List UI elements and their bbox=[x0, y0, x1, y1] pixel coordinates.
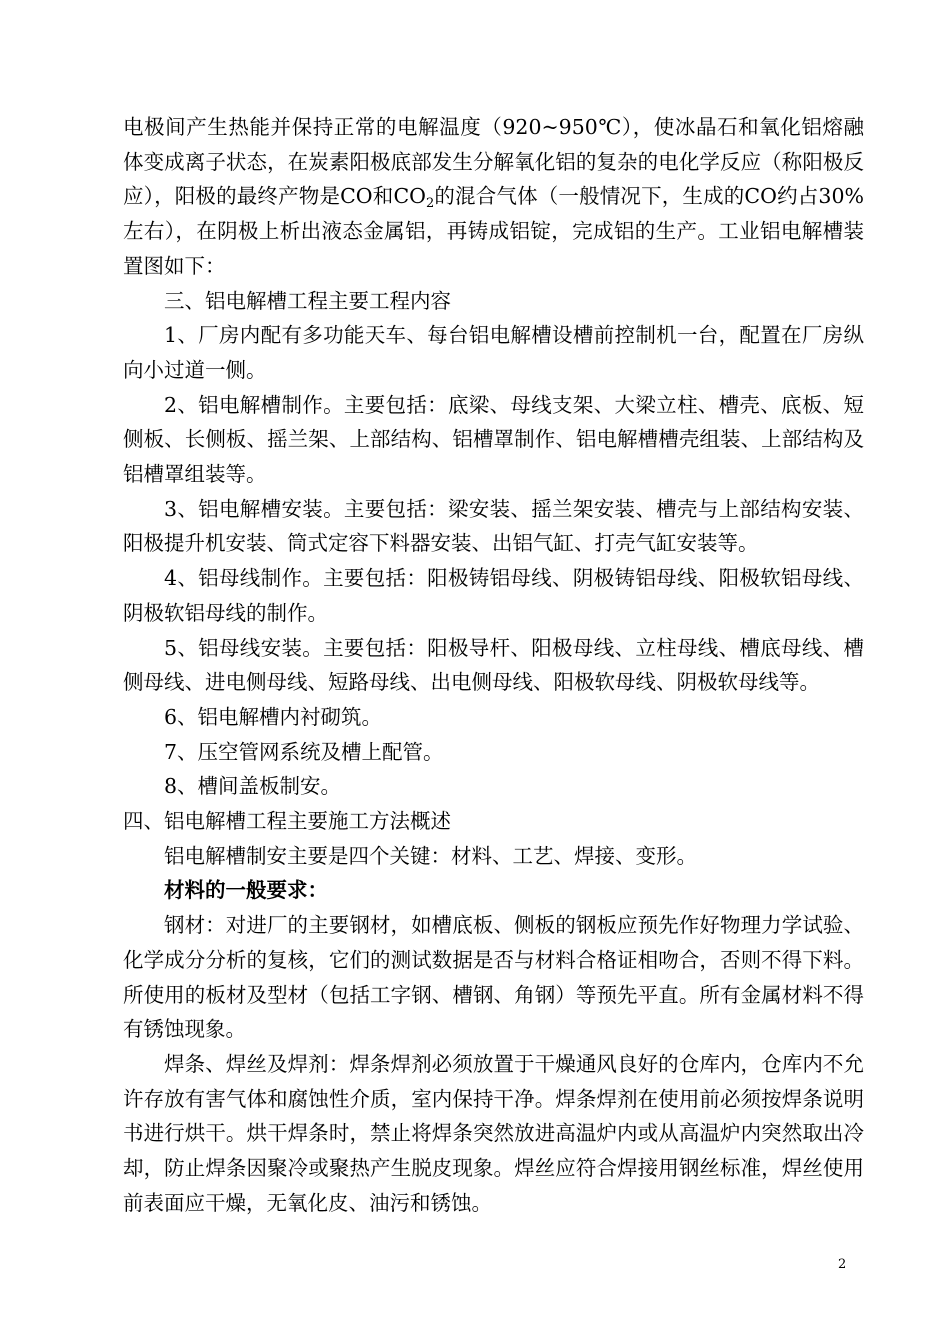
section-heading-3: 三、铝电解槽工程主要工程内容 bbox=[164, 288, 451, 313]
paragraph-welding: 焊条、焊丝及焊剂：焊条焊剂必须放置于干燥通风良好的仓库内，仓库内不允许存放有害气体和腐蚀性介质，室内保持干净。焊条焊剂在使用前必须按焊条说明书进行烘干。烘干焊条时，禁止将焊条突然放进高温炉内或从高温炉内突然取出冷却，防止焊条因聚冷或聚热产生脱皮现象。焊丝应符合焊接用钢丝标准，焊丝使用前表面应干燥，无氧化皮、油污和锈蚀。 bbox=[123, 1051, 864, 1215]
section-heading-4: 四、铝电解槽工程主要施工方法概述 bbox=[123, 809, 451, 834]
document-body bbox=[123, 110, 864, 1221]
text-run: 电极间产生热能并保持正常的电解温度（920~950℃），使冰晶石和氧化铝熔融体变成离子状态，在炭素阳极底部发生分解氧化铝的复杂的电化学反应（称阳极反应），阳极的最终产物是CO和CO bbox=[123, 115, 864, 209]
text-run: 的混合气体（一般情况下，生成的CO约占30%左右），在阴极上析出液态金属铝，再铸成铝锭，完成铝的生产。工业铝电解槽装置图如下： bbox=[123, 184, 864, 278]
list-item-6: 6、铝电解槽内衬砌筑。 bbox=[164, 704, 383, 729]
paragraph-electrolysis bbox=[123, 110, 864, 284]
paragraph-steel: 钢材：对进厂的主要钢材，如槽底板、侧板的钢板应预先作好物理力学试验、化学成分分析的复核，它们的测试数据是否与材料合格证相吻合，否则不得下料。所使用的板材及型材（包括工字钢、槽钢、角钢）等预先平直。所有金属材料不得有锈蚀现象。 bbox=[123, 913, 864, 1042]
list-item-2: 2、铝电解槽制作。主要包括：底梁、母线支架、大梁立柱、槽壳、底板、短侧板、长侧板、摇兰架、上部结构、铝槽罩制作、铝电解槽槽壳组装、上部结构及铝槽罩组装等。 bbox=[123, 392, 864, 487]
page-number: 2 bbox=[838, 1257, 847, 1272]
section-4-intro: 铝电解槽制安主要是四个关键：材料、工艺、焊接、变形。 bbox=[164, 843, 697, 868]
subscript: 2 bbox=[425, 196, 435, 212]
list-item-4: 4、铝母线制作。主要包括：阳极铸铝母线、阴极铸铝母线、阳极软铝母线、阴极软铝母线的制作。 bbox=[123, 566, 864, 625]
list-item-5: 5、铝母线安装。主要包括：阳极导杆、阳极母线、立柱母线、槽底母线、槽侧母线、进电侧母线、短路母线、出电侧母线、阳极软母线、阴极软母线等。 bbox=[123, 635, 864, 695]
list-item-8: 8、槽间盖板制安。 bbox=[164, 774, 342, 799]
list-item-1: 1、厂房内配有多功能天车、每台铝电解槽设槽前控制机一台，配置在厂房纵向小过道一侧。 bbox=[123, 323, 864, 382]
list-item-3: 3、铝电解槽安装。主要包括：梁安装、摇兰架安装、槽壳与上部结构安装、阳极提升机安装、筒式定容下料器安装、出铝气缸、打壳气缸安装等。 bbox=[123, 496, 864, 556]
list-item-7: 7、压空管网系统及槽上配管。 bbox=[164, 739, 444, 764]
materials-heading: 材料的一般要求： bbox=[164, 878, 328, 903]
